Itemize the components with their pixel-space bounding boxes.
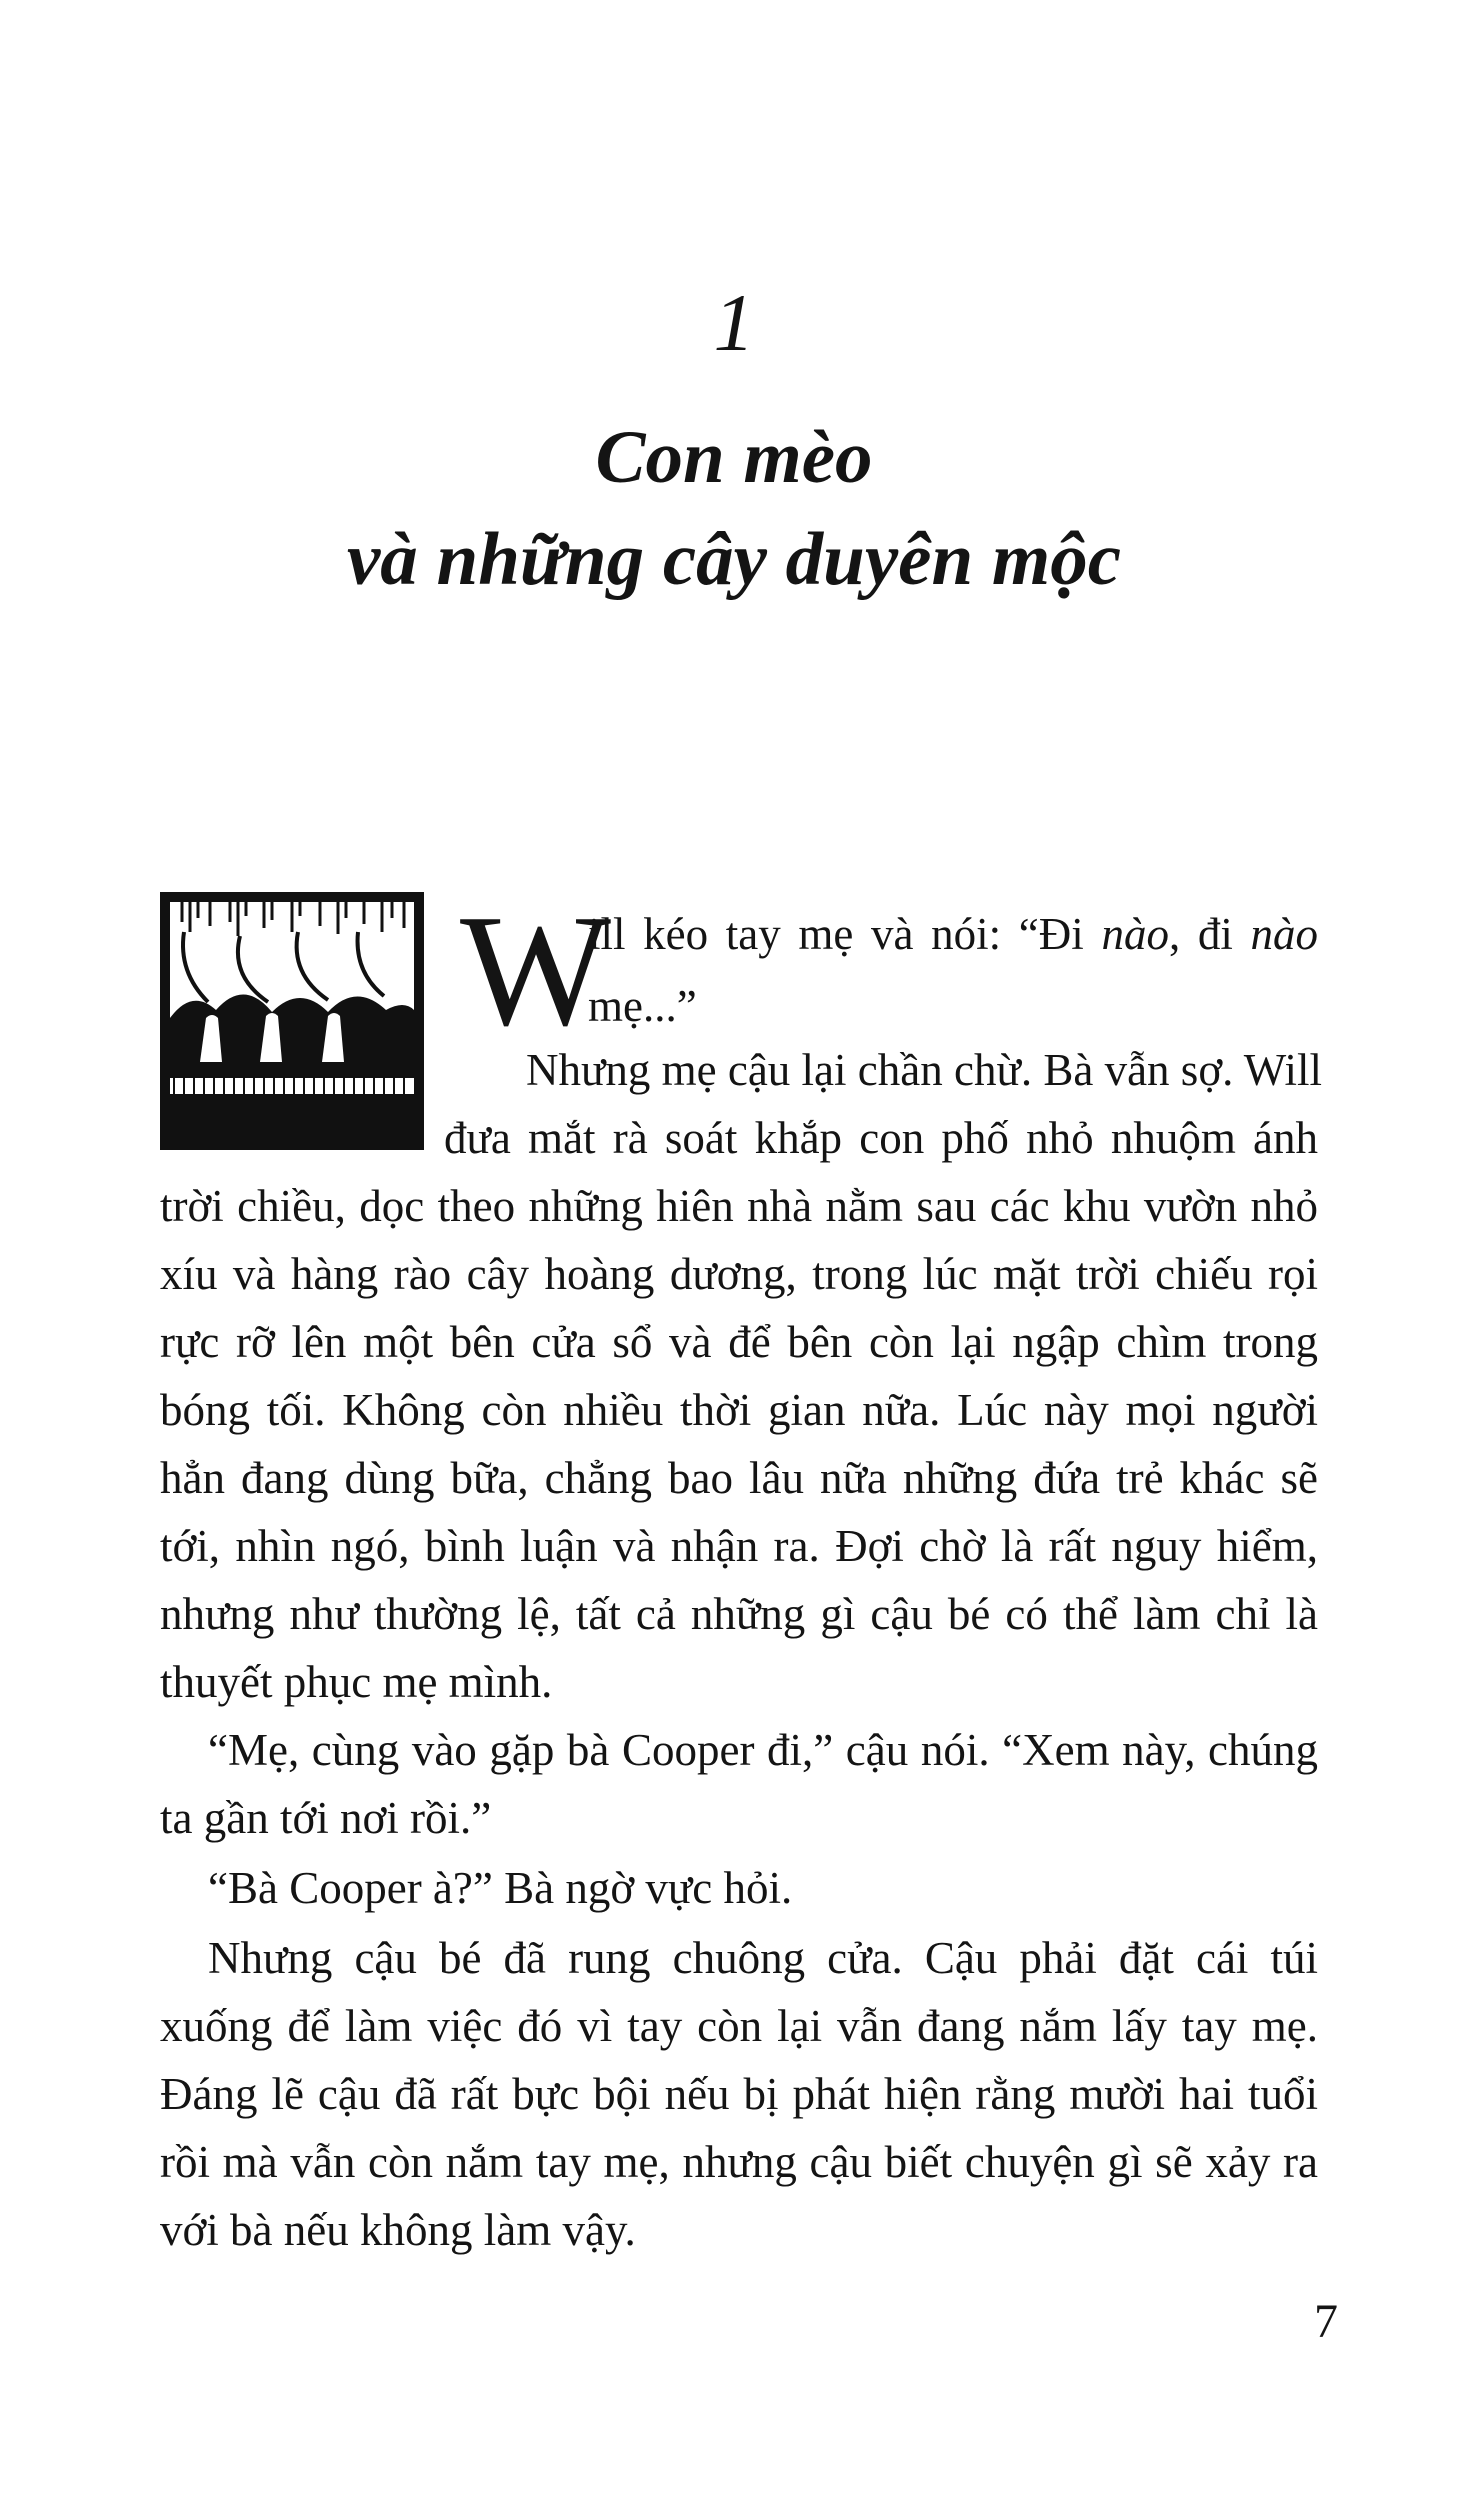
text-line: trời chiều, dọc theo những hiên nhà nằm sau các khu vườn nhỏ [160, 1181, 1318, 1231]
text-line: Nhưng cậu bé đã rung chuông cửa. Cậu phải đặt cái túi [208, 1933, 1318, 1983]
text-line: rồi mà vẫn còn nắm tay mẹ, nhưng cậu biết chuyện gì sẽ xảy ra [160, 2137, 1318, 2187]
text-line: Đáng lẽ cậu đã rất bực bội nếu bị phát hiện rằng mười hai tuổi [160, 2069, 1318, 2119]
text-line: rực rỡ lên một bên cửa sổ và để bên còn lại ngập chìm trong [160, 1317, 1318, 1367]
text-line: ta gần tới nơi rồi.” [160, 1793, 492, 1843]
text-line: tới, nhìn ngó, bình luận và nhận ra. Đợi chờ là rất nguy hiểm, [160, 1521, 1318, 1571]
text-line: nhưng như thường lệ, tất cả những gì cậu bé có thể làm chỉ là [160, 1589, 1318, 1639]
text-line: “Mẹ, cùng vào gặp bà Cooper đi,” cậu nói. “Xem này, chúng [208, 1725, 1318, 1775]
text-line: Nhưng mẹ cậu lại chần chừ. Bà vẫn sợ. Will [526, 1045, 1322, 1095]
text-line: ill kéo tay mẹ và nói: “Đi nào, đi nào [588, 909, 1318, 959]
text-line: xíu và hàng rào cây hoàng dương, trong lúc mặt trời chiếu rọi [160, 1249, 1318, 1299]
chapter-title-line-2: và những cây duyên mộc [346, 518, 1122, 601]
text-line: hẳn đang dùng bữa, chẳng bao lâu nữa những đứa trẻ khác sẽ [160, 1453, 1318, 1503]
text-line: mẹ...” [588, 981, 697, 1031]
trees-woodcut-icon [160, 892, 424, 1150]
chapter-number: 1 [713, 277, 755, 368]
text-line: với bà nếu không làm vậy. [160, 2205, 636, 2255]
text-line: thuyết phục mẹ mình. [160, 1657, 553, 1707]
chapter-title-line-1: Con mèo [595, 416, 873, 499]
text-line: bóng tối. Không còn nhiều thời gian nữa. Lúc này mọi người [160, 1385, 1318, 1435]
text-line: “Bà Cooper à?” Bà ngờ vực hỏi. [208, 1863, 793, 1913]
text-line: xuống để làm việc đó vì tay còn lại vẫn đang nắm lấy tay mẹ. [160, 2001, 1318, 2051]
text-line: đưa mắt rà soát khắp con phố nhỏ nhuộm ánh [444, 1113, 1318, 1163]
drop-cap: W [460, 881, 612, 1059]
page-number: 7 [1314, 2295, 1338, 2348]
